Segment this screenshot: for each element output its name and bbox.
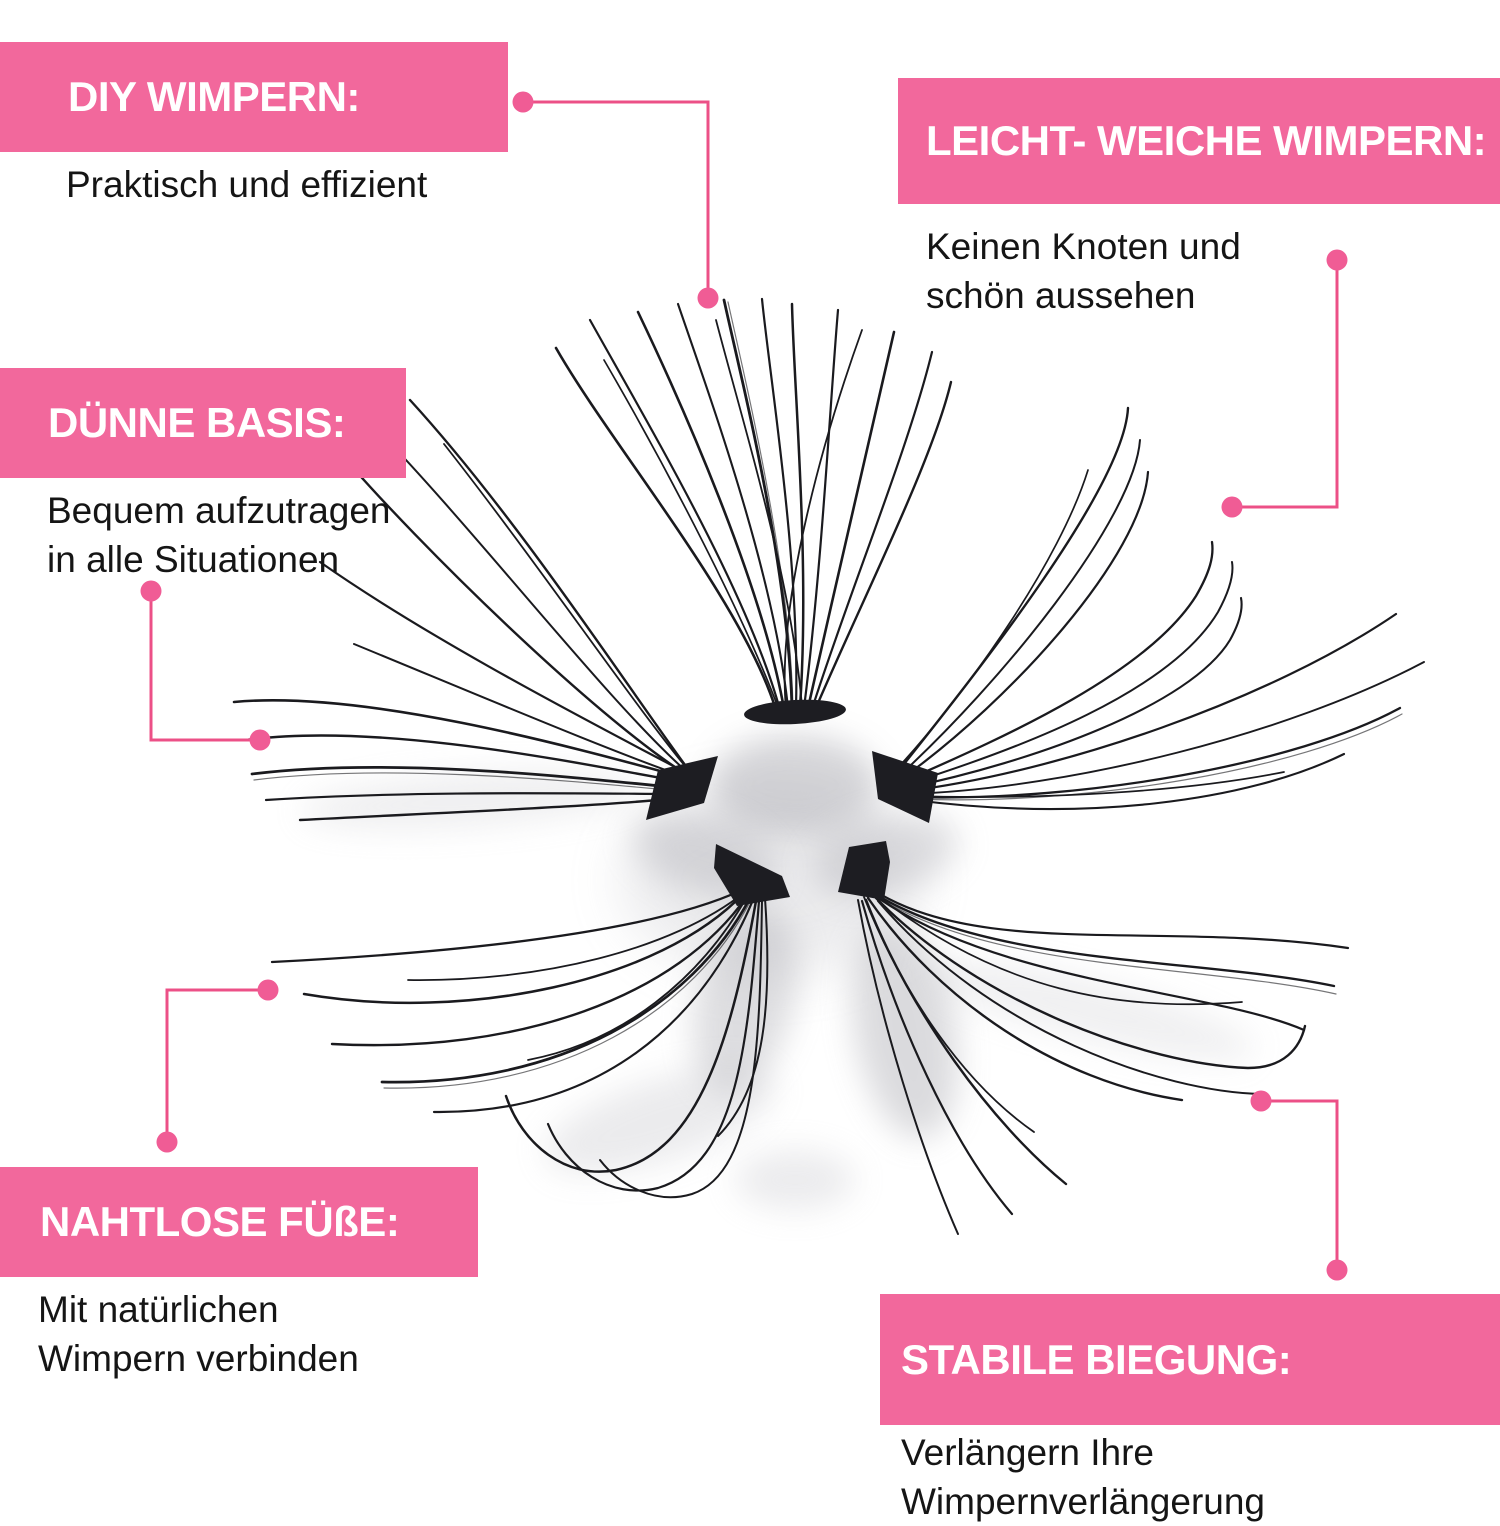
connector-dot [157, 1132, 178, 1153]
label-body-line: Wimpernverlängerung [901, 1481, 1266, 1522]
label-body-line: Wimpern verbinden [38, 1338, 359, 1379]
connector-dot [1251, 1091, 1272, 1112]
label-box-nahtlose-fuesse [0, 1167, 478, 1277]
connector-dot [513, 92, 534, 113]
label-heading-duenne-basis: DÜNNE BASIS: [48, 399, 346, 446]
connector-duenne-basis [151, 591, 260, 740]
connector-dot [1222, 497, 1243, 518]
label-body-nahtlose-fuesse [38, 1285, 359, 1383]
label-body-line: Verlängern Ihre [901, 1432, 1155, 1473]
label-box-diy-wimpern [0, 42, 508, 152]
connector-diy-wimpern [523, 102, 708, 298]
connector-dot [1327, 250, 1348, 271]
connector-dot [258, 980, 279, 1001]
label-body-line: Keinen Knoten und [926, 226, 1241, 267]
connector-leicht-weiche-wimpern [1232, 260, 1337, 507]
label-body-diy-wimpern [66, 160, 427, 209]
label-body-line: Mit natürlichen [38, 1289, 279, 1330]
label-box-duenne-basis [0, 368, 406, 478]
label-box-leicht-weiche-wimpern [898, 78, 1500, 204]
label-body-line: Praktisch und effizient [66, 164, 428, 205]
label-heading-stabile-biegung: STABILE BIEGUNG: [901, 1335, 1292, 1383]
label-heading-nahtlose-fuesse: NAHTLOSE FÜßE: [40, 1198, 400, 1245]
label-body-stabile-biegung [901, 1428, 1265, 1526]
label-box-stabile-biegung [880, 1294, 1500, 1425]
connector-dot [1327, 1260, 1348, 1281]
connector-nahtlose-fuesse [167, 990, 268, 1142]
label-body-leicht-weiche-wimpern [926, 222, 1241, 320]
label-body-line: schön aussehen [926, 275, 1196, 316]
connector-dot [250, 730, 271, 751]
connector-stabile-biegung [1261, 1101, 1337, 1270]
label-heading-leicht-weiche-wimpern: LEICHT- WEICHE WIMPERN: [926, 117, 1487, 164]
label-body-line: in alle Situationen [47, 539, 340, 580]
label-body-line: Bequem aufzutragen [47, 490, 391, 531]
label-body-duenne-basis [47, 486, 391, 584]
connector-dot [698, 288, 719, 309]
label-heading-diy-wimpern: DIY WIMPERN: [68, 73, 360, 120]
